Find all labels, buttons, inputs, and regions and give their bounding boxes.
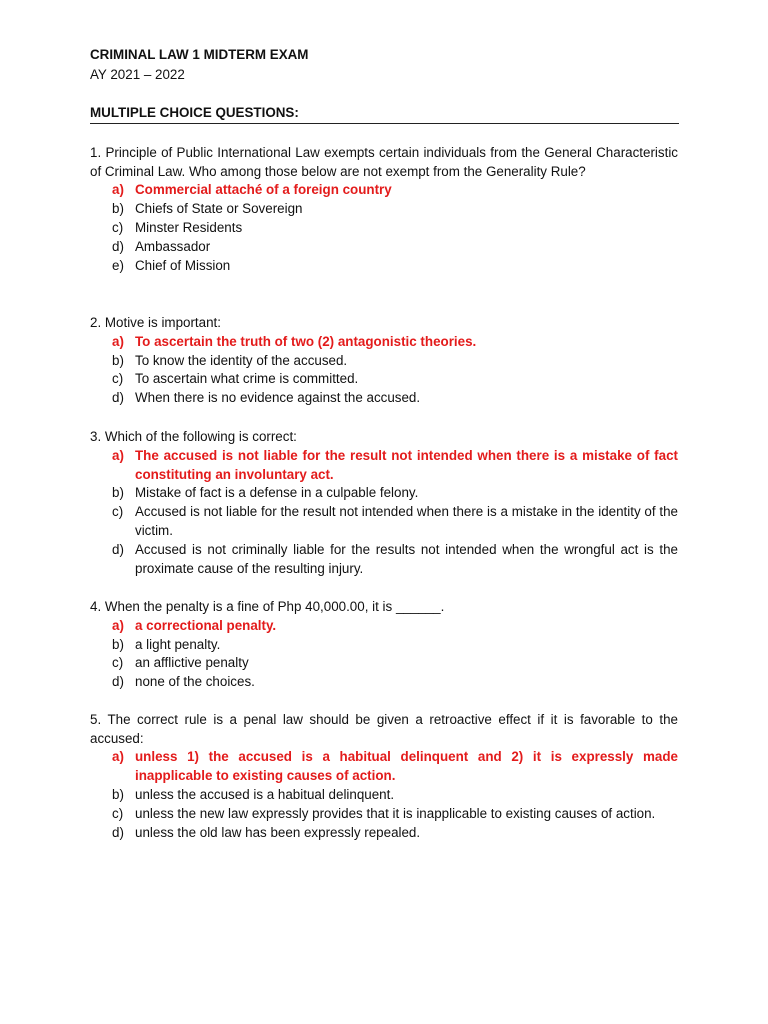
- choice-text: Chiefs of State or Sovereign: [135, 201, 303, 217]
- choice-item: [90, 200, 678, 219]
- choice-letter: d): [112, 824, 124, 840]
- choice-letter: a): [112, 182, 124, 198]
- choice-item: [90, 333, 678, 352]
- choice-letter: d): [112, 542, 124, 558]
- choice-text: a light penalty.: [135, 636, 221, 652]
- exam-title: CRIMINAL LAW 1 MIDTERM EXAM: [90, 47, 309, 62]
- choice-text: The accused is not liable for the result not intended when there is a mistake of fact constituting an involuntary act.: [135, 447, 678, 482]
- question-stem: 1. Principle of Public International Law exempts certain individuals from the General Characteristic of Criminal Law. Who among those below are not exempt from the Generality Rule?: [90, 145, 678, 179]
- choice-item: [90, 786, 678, 805]
- choice-text: an afflictive penalty: [135, 655, 249, 671]
- question-stem: 4. When the penalty is a fine of Php 40,000.00, it is ______.: [90, 599, 445, 614]
- choice-item: [90, 541, 678, 579]
- choice-text: unless the old law has been expressly repealed.: [135, 824, 421, 840]
- choice-letter: d): [112, 238, 124, 254]
- section-heading: MULTIPLE CHOICE QUESTIONS:: [90, 105, 299, 120]
- choice-text: Chief of Mission: [135, 257, 231, 273]
- choice-text: To ascertain the truth of two (2) antagonistic theories.: [135, 333, 477, 349]
- choice-item: [90, 238, 678, 257]
- choice-letter: c): [112, 655, 124, 671]
- choice-letter: d): [112, 674, 124, 690]
- choice-item: [90, 503, 678, 541]
- choice-item: [90, 181, 678, 200]
- choice-item: [90, 219, 678, 238]
- choice-list: [90, 181, 678, 276]
- choice-letter: c): [112, 371, 124, 387]
- choice-item: [90, 389, 678, 408]
- choice-letter: b): [112, 201, 124, 217]
- choice-item: [90, 617, 678, 636]
- choice-text: none of the choices.: [135, 674, 255, 690]
- choice-item: [90, 257, 678, 276]
- choice-letter: d): [112, 390, 124, 406]
- choice-item: [90, 824, 678, 843]
- choice-letter: b): [112, 485, 124, 501]
- question-4: [90, 598, 678, 692]
- section-divider: [90, 123, 679, 124]
- choice-letter: c): [112, 504, 124, 520]
- choice-text: Minster Residents: [135, 220, 243, 235]
- question-stem: 2. Motive is important:: [90, 315, 221, 330]
- question-2: [90, 314, 678, 408]
- choice-text: Ambassador: [135, 238, 211, 254]
- choice-text: unless 1) the accused is a habitual delinquent and 2) it is expressly made inapplicable to existing causes of action.: [135, 749, 678, 784]
- choice-letter: a): [112, 749, 124, 765]
- choice-text: Accused is not criminally liable for the results not intended when the wrongful act is the proximate cause of the resulting injury.: [135, 542, 678, 577]
- choice-text: Accused is not liable for the result not intended when there is a mistake in the identity of the victim.: [135, 504, 678, 539]
- question-5: [90, 711, 678, 843]
- choice-list: [90, 748, 678, 843]
- choice-list: [90, 333, 678, 409]
- choice-item: [90, 673, 678, 692]
- choice-text: To know the identity of the accused.: [135, 352, 348, 368]
- choice-letter: b): [112, 352, 124, 368]
- choice-item: [90, 805, 678, 824]
- choice-item: [90, 636, 678, 655]
- choice-text: Mistake of fact is a defense in a culpable felony.: [135, 485, 419, 501]
- choice-letter: b): [112, 636, 124, 652]
- choice-letter: b): [112, 787, 124, 802]
- choice-item: [90, 484, 678, 503]
- question-stem: 3. Which of the following is correct:: [90, 429, 297, 444]
- choice-letter: a): [112, 333, 124, 349]
- question-1: [90, 144, 678, 276]
- choice-text: When there is no evidence against the accused.: [135, 390, 421, 406]
- choice-item: [90, 447, 678, 485]
- choice-text: To ascertain what crime is committed.: [135, 371, 359, 387]
- choice-text: Commercial attaché of a foreign country: [135, 182, 392, 198]
- choice-item: [90, 654, 678, 673]
- choice-item: [90, 748, 678, 786]
- choice-letter: c): [112, 805, 124, 821]
- question-stem: 5. The correct rule is a penal law should be given a retroactive effect if it is favorable to the accused:: [90, 712, 678, 746]
- choice-list: [90, 447, 678, 579]
- question-3: [90, 428, 678, 579]
- choice-list: [90, 617, 678, 693]
- academic-year: AY 2021 – 2022: [90, 67, 185, 82]
- choice-letter: a): [112, 447, 124, 463]
- choice-text: a correctional penalty.: [135, 617, 277, 633]
- choice-letter: a): [112, 617, 124, 633]
- choice-item: [90, 370, 678, 389]
- choice-text: unless the new law expressly provides that it is inapplicable to existing causes of action.: [135, 805, 656, 821]
- choice-item: [90, 352, 678, 371]
- choice-letter: e): [112, 257, 124, 273]
- choice-letter: c): [112, 220, 124, 235]
- choice-text: unless the accused is a habitual delinquent.: [135, 787, 395, 802]
